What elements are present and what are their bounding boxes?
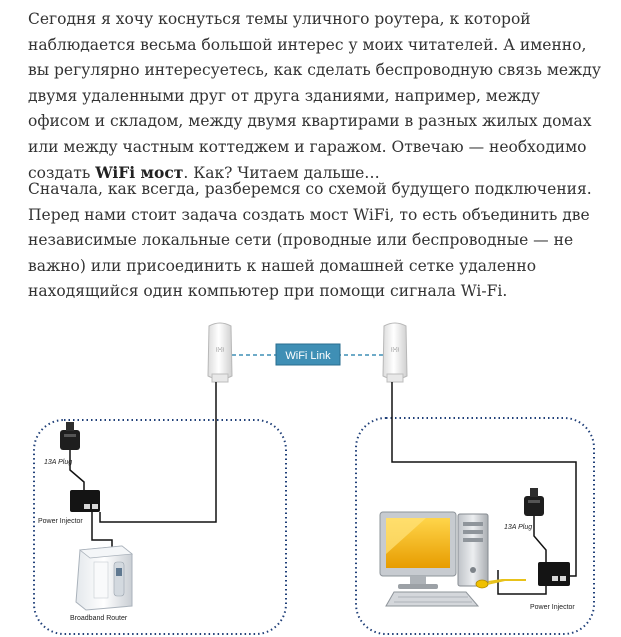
svg-text:((•)): ((•)) <box>215 347 225 353</box>
intro-text-after: . Как? Читаем дальше… <box>183 164 380 182</box>
left-power-cable <box>70 450 84 490</box>
left-ethernet-cable-ap <box>100 382 216 522</box>
wifi-bridge-term: WiFi мост <box>95 163 184 182</box>
right-power-cable <box>534 516 546 562</box>
left-power-injector-label: Power Injector <box>38 518 83 525</box>
desktop-computer-icon <box>380 512 506 606</box>
broadband-router-label: Broadband Router <box>70 615 128 622</box>
intro-text-before: Сегодня я хочу коснуться темы уличного роутера, к которой наблюдается весьма большой интерес у моих читателей. А именно, вы регулярно интересуетесь, как сделать беспроводную связь между двумя удаленными друг от друга зданиями, например, между офисом и складом, между двумя квартирами в разных жилых домах или между частным коттеджем и гаражом. Отвечаю — необходимо создать <box>28 10 602 182</box>
left-site-area <box>34 420 286 634</box>
left-ethernet-cable-router <box>92 512 112 550</box>
scheme-paragraph: Сначала, как всегда, разберемся со схемой будущего подключения. Перед нами стоит задача создать мост WiFi, то есть объединить две независимые локальные сети (проводные или беспроводные — не важно) или присоединить к нашей домашней сетке удаленно находящийся один компьютер при помощи сигнала Wi-Fi. <box>28 180 592 300</box>
right-plug-icon <box>524 488 544 516</box>
intro-paragraph <box>28 7 606 187</box>
left-access-point-icon <box>208 323 232 382</box>
left-power-injector-icon <box>70 490 100 512</box>
wifi-link-label: WiFi Link <box>285 350 331 362</box>
left-plug-icon <box>60 422 80 450</box>
wifi-bridge-diagram <box>26 318 601 637</box>
right-power-injector-icon <box>538 562 570 586</box>
left-plug-label: 13A Plug <box>44 459 73 466</box>
svg-text:((•)): ((•)) <box>390 347 400 353</box>
right-power-injector-label: Power Injector <box>530 604 575 611</box>
right-plug-label: 13A Plug <box>504 524 533 531</box>
broadband-router-icon <box>76 546 132 610</box>
right-access-point-icon <box>383 323 407 382</box>
